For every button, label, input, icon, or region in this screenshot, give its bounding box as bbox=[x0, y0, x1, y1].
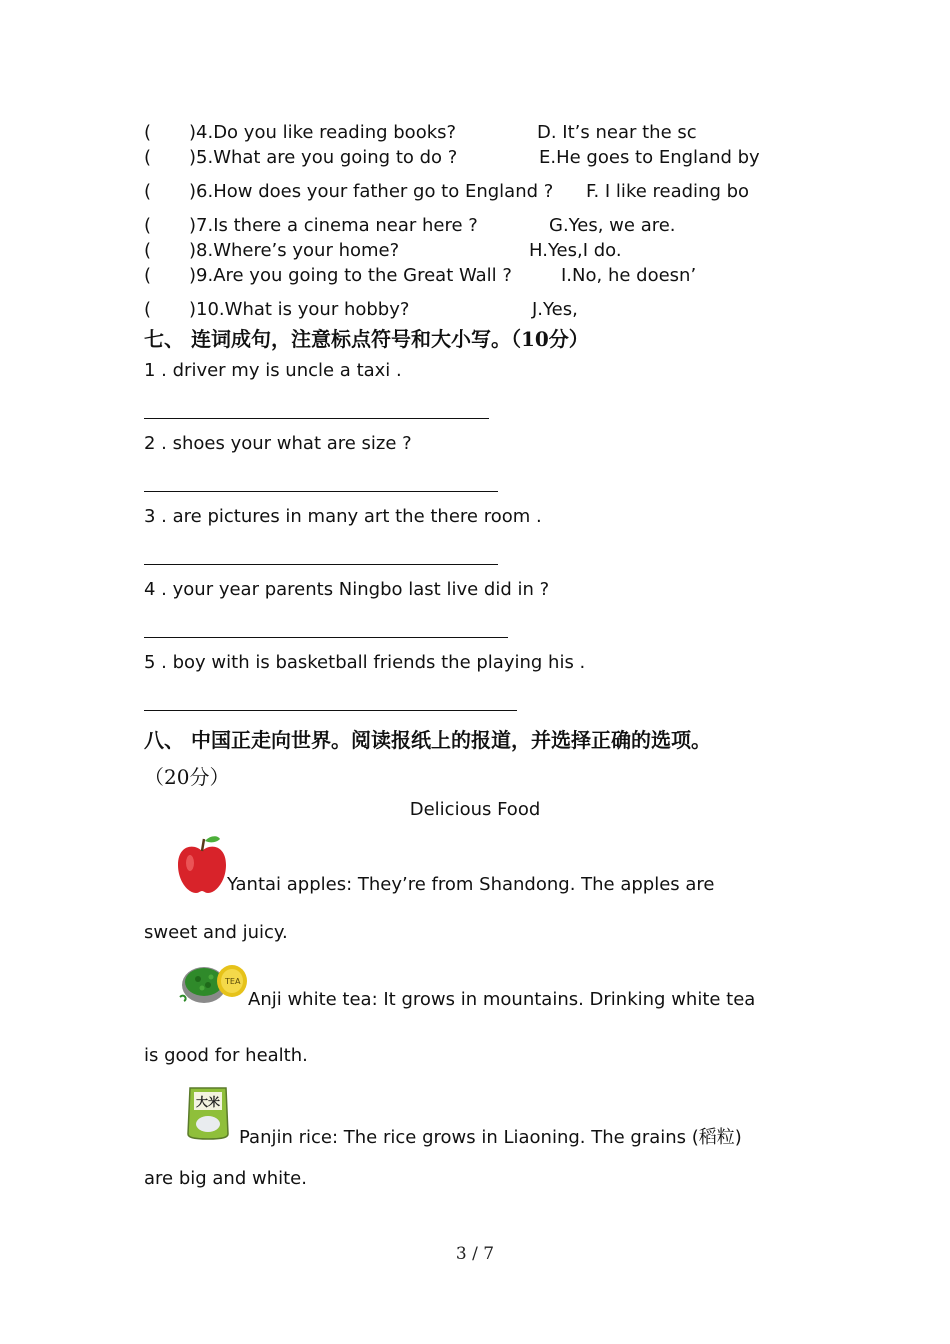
answer-blank-1[interactable] bbox=[144, 418, 489, 419]
rice-text-line-2: are big and white. bbox=[144, 1168, 307, 1189]
rice-text-line-1: Panjin rice: The rice grows in Liaoning. The grains (稻粒) bbox=[239, 1127, 742, 1148]
paren: ( bbox=[144, 240, 152, 261]
section-7-heading: 七、 连词成句，注意标点符号和大小写。（10分） bbox=[144, 327, 589, 351]
sentence-item-5: 5 . boy with is basketball friends the playing his . bbox=[144, 652, 586, 673]
page-number: 3 / 7 bbox=[455, 1244, 495, 1264]
answer-blank-3[interactable] bbox=[144, 564, 498, 565]
tea-text-line-1: Anji white tea: It grows in mountains. Drinking white tea bbox=[248, 989, 756, 1010]
question-text: )9.Are you going to the Great Wall ? bbox=[189, 265, 512, 286]
apple-icon bbox=[174, 833, 230, 895]
answer-text: J.Yes, bbox=[532, 299, 578, 320]
rice-bag-icon bbox=[184, 1082, 232, 1140]
tea-tin-icon bbox=[176, 957, 250, 1007]
tea-text-line-2: is good for health. bbox=[144, 1045, 308, 1066]
answer-text: E.He goes to England by bbox=[539, 147, 760, 168]
answer-text: H.Yes,I do. bbox=[529, 240, 622, 261]
paren: ( bbox=[144, 147, 152, 168]
question-text: )8.Where’s your home? bbox=[189, 240, 400, 261]
answer-blank-2[interactable] bbox=[144, 491, 498, 492]
paren: ( bbox=[144, 299, 152, 320]
sentence-item-2: 2 . shoes your what are size ? bbox=[144, 433, 412, 454]
answer-blank-5[interactable] bbox=[144, 710, 517, 711]
paren: ( bbox=[144, 215, 152, 236]
apple-text-line-1: Yantai apples: They’re from Shandong. The apples are bbox=[227, 874, 715, 895]
apple-text-line-2: sweet and juicy. bbox=[144, 922, 288, 943]
sentence-item-1: 1 . driver my is uncle a taxi . bbox=[144, 360, 402, 381]
answer-text: D. It’s near the sc bbox=[537, 122, 697, 143]
rice-label: 大米 bbox=[196, 1095, 221, 1109]
passage-title: Delicious Food bbox=[409, 799, 541, 820]
answer-blank-4[interactable] bbox=[144, 637, 508, 638]
sentence-item-3: 3 . are pictures in many art the there room . bbox=[144, 506, 542, 527]
sentence-item-4: 4 . your year parents Ningbo last live did in ? bbox=[144, 579, 550, 600]
paren: ( bbox=[144, 181, 152, 202]
paren: ( bbox=[144, 265, 152, 286]
answer-text: I.No, he doesn’ bbox=[561, 265, 697, 286]
question-text: )6.How does your father go to England ? bbox=[189, 181, 554, 202]
question-text: )5.What are you going to do ? bbox=[189, 147, 458, 168]
section-8-points: （20分） bbox=[144, 765, 230, 789]
answer-text: G.Yes, we are. bbox=[549, 215, 676, 236]
section-8-heading: 八、 中国正走向世界。阅读报纸上的报道，并选择正确的选项。 bbox=[144, 728, 711, 752]
tea-label: TEA bbox=[225, 977, 241, 986]
question-text: )7.Is there a cinema near here ? bbox=[189, 215, 478, 236]
answer-text: F. I like reading bo bbox=[586, 181, 750, 202]
paren: ( bbox=[144, 122, 152, 143]
question-text: )4.Do you like reading books? bbox=[189, 122, 457, 143]
question-text: )10.What is your hobby? bbox=[189, 299, 410, 320]
